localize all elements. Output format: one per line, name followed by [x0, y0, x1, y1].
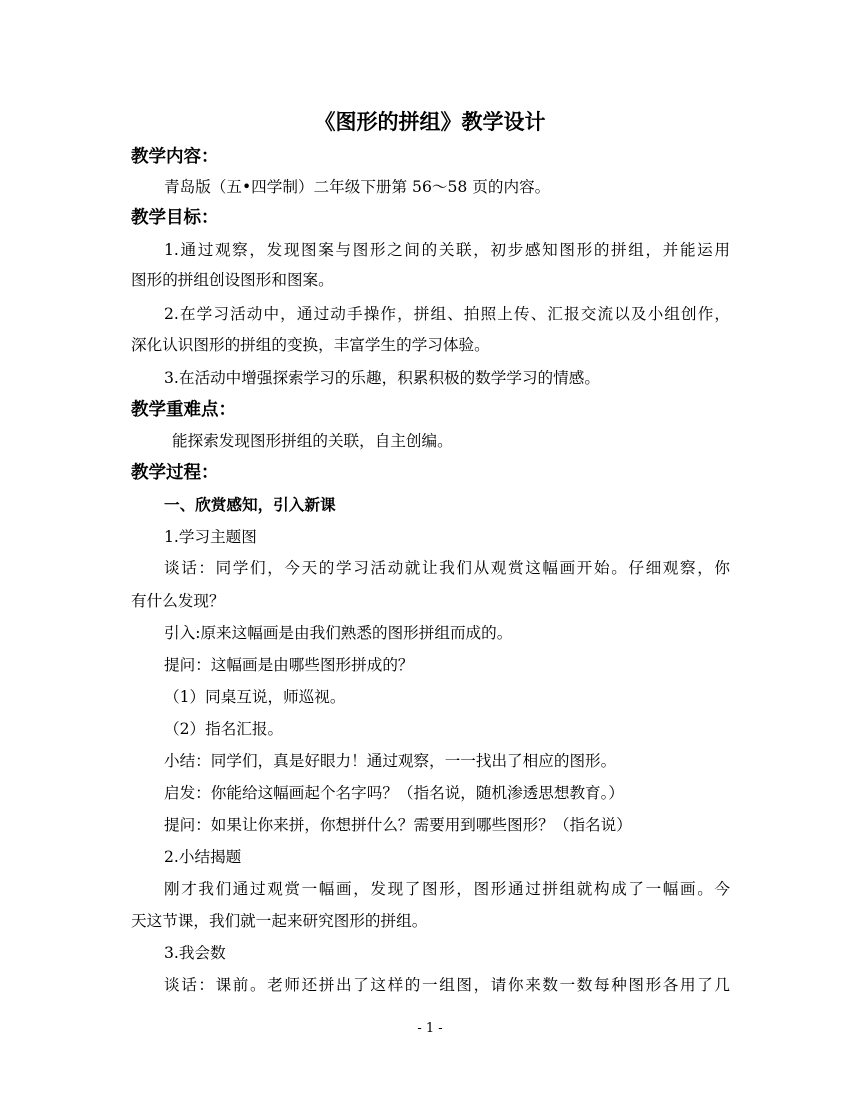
goal2-line1: 2.在学习活动中，通过动手操作，拼组、拍照上传、汇报交流以及小组创作，	[164, 305, 730, 323]
step3: 3.我会数	[164, 944, 226, 962]
part1-title: 一、欣赏感知，引入新课	[164, 495, 336, 514]
goal1-line2: 图形的拼组创设图形和图案。	[131, 271, 334, 289]
goal2-line2: 深化认识图形的拼组的变换，丰富学生的学习体验。	[131, 336, 490, 354]
process-heading: 教学过程：	[131, 463, 219, 483]
summary: 小结：同学们，真是好眼力！通过观察，一一找出了相应的图形。	[164, 752, 617, 770]
inspire: 启发：你能给这幅画起个名字吗？（指名说，随机渗透思想教育。）	[164, 784, 625, 802]
intro: 引入:原来这幅画是由我们熟悉的图形拼组而成的。	[164, 624, 513, 642]
goal1-line1: 1.通过观察，发现图案与图形之间的关联，初步感知图形的拼组，并能运用	[164, 241, 730, 259]
content-text: 青岛版（五•四学制）二年级下册第 56～58 页的内容。	[164, 178, 551, 196]
sub2: （2）指名汇报。	[164, 720, 284, 738]
key-text: 能探索发现图形拼组的关联，自主创编。	[172, 432, 453, 450]
step1: 1.学习主题图	[164, 528, 257, 546]
goal3: 3.在活动中增强探索学习的乐趣，积累积极的数学学习的情感。	[164, 369, 600, 387]
content-heading: 教学内容：	[131, 147, 219, 167]
ask1: 提问：这幅画是由哪些图形拼成的？	[164, 656, 414, 674]
talk1-line1: 谈话：同学们，今天的学习活动就让我们从观赏这幅画开始。仔细观察，你	[164, 559, 730, 577]
key-heading: 教学重难点：	[131, 400, 236, 420]
talk1-line2: 有什么发现？	[131, 592, 225, 610]
reveal-line2: 天这节课，我们就一起来研究图形的拼组。	[131, 912, 428, 930]
step2: 2.小结揭题	[164, 848, 242, 866]
sub1: （1）同桌互说，师巡视。	[164, 688, 346, 706]
talk2-line1: 谈话：课前。老师还拼出了这样的一组图，请你来数一数每种图形各用了几	[164, 976, 730, 994]
page-title: 《图形的拼组》教学设计	[314, 109, 546, 134]
page-number: - 1 -	[417, 1021, 443, 1036]
ask2: 提问：如果让你来拼，你想拼什么？需要用到哪些图形？（指名说）	[164, 816, 632, 834]
goals-heading: 教学目标：	[131, 208, 219, 228]
reveal-line1: 刚才我们通过观赏一幅画，发现了图形，图形通过拼组就构成了一幅画。今	[164, 880, 730, 898]
